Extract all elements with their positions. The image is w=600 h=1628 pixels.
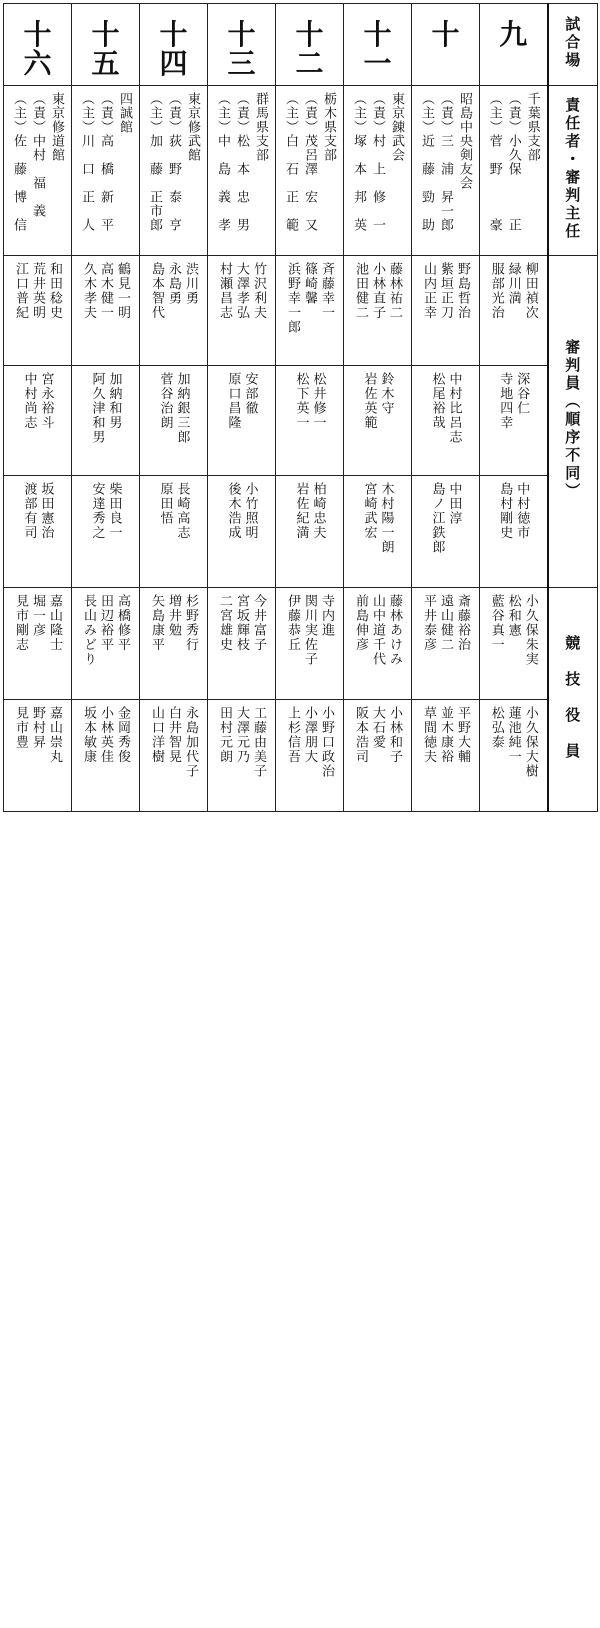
person-name: 寺地四幸 xyxy=(497,372,513,430)
row-off-a xyxy=(4,588,598,700)
name-block xyxy=(420,262,471,361)
cell-ref-c xyxy=(140,476,208,588)
person-name: 島本智代 xyxy=(149,262,164,320)
person-name: （主）中 島 義 孝 xyxy=(215,92,230,232)
name-block xyxy=(89,482,123,583)
person-name: 平井泰彦 xyxy=(421,594,436,652)
person-name: 山中道千代 xyxy=(370,594,385,667)
cell-ref-b xyxy=(208,366,276,476)
person-name: 竹沢利夫 xyxy=(251,262,266,320)
person-name: 小林和子 xyxy=(387,706,402,764)
name-block xyxy=(429,482,463,583)
cell-off-a xyxy=(72,588,140,700)
chief-block xyxy=(213,92,270,251)
chief-block xyxy=(145,92,202,251)
cell-ref-b xyxy=(344,366,412,476)
person-name: （主）佐 藤 博 信 xyxy=(11,92,26,232)
chief-block xyxy=(417,92,474,251)
cell-ref-b xyxy=(72,366,140,476)
person-name: 渋川勇 xyxy=(183,262,198,306)
cell-off-b xyxy=(72,700,140,812)
row-chief xyxy=(4,86,598,256)
person-name: 金岡秀俊 xyxy=(115,706,130,764)
cell-off-b xyxy=(412,700,480,812)
cell-chief xyxy=(344,86,412,256)
person-name: 二宮雄史 xyxy=(217,594,232,652)
person-name: 加納和男 xyxy=(106,372,122,430)
person-name: 嘉山隆士 xyxy=(47,594,62,652)
cell-ref-c xyxy=(208,476,276,588)
row-venue xyxy=(4,4,598,86)
person-name: 高木健一 xyxy=(98,262,113,320)
club-name: 群馬県支部 xyxy=(253,92,268,162)
name-block xyxy=(352,262,403,361)
row-ref-c xyxy=(4,476,598,588)
cell-ref-a xyxy=(208,256,276,366)
person-name: 久木孝夫 xyxy=(81,262,96,320)
name-block xyxy=(488,706,539,807)
person-name: 鶴見一明 xyxy=(115,262,130,320)
name-block xyxy=(148,706,199,807)
row-ref-a xyxy=(4,256,598,366)
cell-off-a xyxy=(208,588,276,700)
name-block xyxy=(225,482,259,583)
person-name: 工藤由美子 xyxy=(251,706,266,779)
name-block xyxy=(293,372,327,471)
person-name: 鈴木守 xyxy=(378,372,394,416)
club-name: 栃木県支部 xyxy=(321,92,336,162)
name-block xyxy=(21,482,55,583)
name-block xyxy=(361,482,395,583)
person-name: （主）菅 野 豪 xyxy=(486,92,502,232)
person-name: 岩佐英範 xyxy=(361,372,377,430)
name-block xyxy=(80,706,131,807)
name-block xyxy=(12,706,63,807)
cell-ref-c xyxy=(72,476,140,588)
person-name: 前島伸彦 xyxy=(353,594,368,652)
person-name: 宮崎武宏 xyxy=(361,482,377,540)
cell-off-a xyxy=(480,588,548,700)
person-name: 江口普紀 xyxy=(13,262,28,320)
cell-off-b xyxy=(480,700,548,812)
person-name: 深谷仁 xyxy=(514,372,530,416)
person-name: 大澤孝弘 xyxy=(234,262,249,320)
cell-ref-a xyxy=(4,256,72,366)
name-block xyxy=(496,482,530,583)
name-block xyxy=(216,262,267,361)
name-block xyxy=(352,594,403,695)
person-name: 小久保大樹 xyxy=(522,706,538,779)
person-name: 長山みどり xyxy=(81,594,96,667)
name-block xyxy=(12,594,63,695)
court-number: 一 xyxy=(363,47,392,81)
name-block xyxy=(80,262,131,361)
name-block xyxy=(225,372,259,471)
row-off-b xyxy=(4,700,598,812)
court-number: 二 xyxy=(295,47,324,81)
cell-ref-b xyxy=(412,366,480,476)
name-block xyxy=(284,262,335,361)
person-name: 伊藤恭丘 xyxy=(285,594,300,652)
person-name: 松井修一 xyxy=(310,372,326,430)
court-number: 三 xyxy=(227,47,256,81)
cell-venue xyxy=(480,4,548,86)
court-number: 十 xyxy=(227,18,256,51)
cell-ref-c xyxy=(480,476,548,588)
cell-off-a xyxy=(4,588,72,700)
cell-ref-a xyxy=(72,256,140,366)
cell-ref-b xyxy=(140,366,208,476)
row-label-text: 試合場 xyxy=(563,15,582,70)
cell-chief xyxy=(480,86,548,256)
court-number: 六 xyxy=(23,47,52,81)
person-name: 大石愛 xyxy=(370,706,385,750)
person-name: 中村比呂志 xyxy=(446,372,462,445)
cell-off-a xyxy=(412,588,480,700)
person-name: 宮坂輝枝 xyxy=(234,594,249,652)
chief-block xyxy=(349,92,406,251)
person-name: 矢島康平 xyxy=(149,594,164,652)
person-name: （責）村 上 修 一 xyxy=(370,92,385,232)
cell-off-a xyxy=(276,588,344,700)
person-name: 篠崎馨 xyxy=(302,262,317,306)
cell-ref-c xyxy=(4,476,72,588)
person-name: 松弘泰 xyxy=(488,706,504,750)
cell-ref-c xyxy=(344,476,412,588)
cell-venue xyxy=(72,4,140,86)
person-name: 山口洋樹 xyxy=(149,706,164,764)
row-label-referees xyxy=(548,256,598,588)
person-name: 小林英佳 xyxy=(98,706,113,764)
cell-ref-a xyxy=(140,256,208,366)
club-name: 四誠館 xyxy=(117,92,132,134)
chief-block xyxy=(281,92,338,251)
person-name: （責）中村 福 義 xyxy=(30,92,45,218)
person-name: 柳田禎次 xyxy=(522,262,538,320)
person-name: 中村尚志 xyxy=(21,372,37,430)
cell-ref-a xyxy=(412,256,480,366)
person-name: 荒井英明 xyxy=(30,262,45,320)
name-block xyxy=(361,372,395,471)
name-block xyxy=(216,706,267,807)
chief-block xyxy=(9,92,66,251)
row-label-chief xyxy=(548,86,598,256)
person-name: 永島加代子 xyxy=(183,706,198,779)
person-name: 紫垣正刀 xyxy=(438,262,453,320)
person-name: （責）小久保 正 xyxy=(505,92,521,232)
person-name: 小澤朋大 xyxy=(302,706,317,764)
cell-chief xyxy=(4,86,72,256)
name-block xyxy=(216,594,267,695)
person-name: 阪本浩司 xyxy=(353,706,368,764)
person-name: 渡部有司 xyxy=(21,482,37,540)
name-block xyxy=(89,372,123,471)
person-name: 野村昇 xyxy=(30,706,45,750)
club-name: 昭島中央剣友会 xyxy=(457,92,472,190)
person-name: 蓮池純一 xyxy=(505,706,521,764)
person-name: 山内正幸 xyxy=(421,262,436,320)
person-name: 白井智晃 xyxy=(166,706,181,764)
cell-chief xyxy=(140,86,208,256)
person-name: 寺内進 xyxy=(319,594,334,638)
person-name: 木村陽一朗 xyxy=(378,482,394,555)
person-name: 柏崎忠夫 xyxy=(310,482,326,540)
person-name: 中田淳 xyxy=(446,482,462,526)
cell-venue xyxy=(208,4,276,86)
person-name: 中村徳市 xyxy=(514,482,530,540)
name-block xyxy=(420,594,471,695)
person-name: 和田稔史 xyxy=(47,262,62,320)
person-name: 草間徳夫 xyxy=(421,706,436,764)
cell-ref-a xyxy=(480,256,548,366)
name-block xyxy=(21,372,55,471)
cell-chief xyxy=(412,86,480,256)
name-block xyxy=(80,594,131,695)
name-block xyxy=(148,262,199,361)
name-block xyxy=(293,482,327,583)
person-name: 田辺裕平 xyxy=(98,594,113,652)
cell-ref-c xyxy=(412,476,480,588)
cell-ref-c xyxy=(276,476,344,588)
name-block xyxy=(12,262,63,361)
person-name: （主）加 藤 正市郎 xyxy=(147,92,162,232)
person-name: 増井勉 xyxy=(166,594,181,638)
person-name: 田村元朗 xyxy=(217,706,232,764)
person-name: 嘉山崇丸 xyxy=(47,706,62,764)
name-block xyxy=(496,372,530,471)
name-block xyxy=(284,594,335,695)
person-name: 高橋修平 xyxy=(115,594,130,652)
person-name: 藤林あけみ xyxy=(387,594,402,667)
person-name: 坂田憲治 xyxy=(38,482,54,540)
person-name: 平野大輔 xyxy=(455,706,470,764)
assignment-grid xyxy=(3,3,598,812)
person-name: 野島哲治 xyxy=(455,262,470,320)
person-name: （責）高 橋 新 平 xyxy=(98,92,113,232)
name-block xyxy=(488,594,539,695)
person-name: 長崎高志 xyxy=(174,482,190,540)
person-name: 島ノ江鉄郎 xyxy=(429,482,445,555)
name-block xyxy=(488,262,539,361)
cell-ref-a xyxy=(276,256,344,366)
person-name: 柴田良一 xyxy=(106,482,122,540)
chief-block xyxy=(485,92,542,251)
person-name: 村瀬昌志 xyxy=(217,262,232,320)
court-number: 十 xyxy=(295,18,324,51)
person-name: 小竹照明 xyxy=(242,482,258,540)
court-number: 九 xyxy=(499,18,528,51)
person-name: 藍谷真一 xyxy=(488,594,504,652)
cell-off-b xyxy=(276,700,344,812)
row-label-text: 競 技 役 員 xyxy=(563,634,582,761)
person-name: 遠山健二 xyxy=(438,594,453,652)
person-name: 後木浩成 xyxy=(225,482,241,540)
cell-chief xyxy=(208,86,276,256)
cell-off-b xyxy=(4,700,72,812)
person-name: 原田悟 xyxy=(157,482,173,526)
court-number: 十 xyxy=(91,18,120,51)
club-name: 東京修武館 xyxy=(185,92,200,162)
person-name: 服部光治 xyxy=(488,262,504,320)
person-name: 島村剛史 xyxy=(497,482,513,540)
person-name: 宮永裕斗 xyxy=(38,372,54,430)
club-name: 東京錬武会 xyxy=(389,92,404,162)
name-block xyxy=(148,594,199,695)
cell-chief xyxy=(276,86,344,256)
row-label-officials xyxy=(548,588,598,812)
person-name: （責）茂呂澤 宏 又 xyxy=(302,92,317,232)
person-name: 大澤元乃 xyxy=(234,706,249,764)
person-name: 上杉信吾 xyxy=(285,706,300,764)
person-name: （主）近 藤 勁 助 xyxy=(419,92,434,232)
cell-ref-b xyxy=(4,366,72,476)
chief-block xyxy=(77,92,134,251)
person-name: 小久保朱実 xyxy=(522,594,538,667)
person-name: 斉藤幸一 xyxy=(319,262,334,320)
person-name: 岩佐紀満 xyxy=(293,482,309,540)
person-name: 小林直子 xyxy=(370,262,385,320)
club-name: 東京修道館 xyxy=(49,92,64,162)
name-block xyxy=(284,706,335,807)
person-name: 斎藤裕治 xyxy=(455,594,470,652)
person-name: 加納銀三郎 xyxy=(174,372,190,445)
person-name: 見市豊 xyxy=(13,706,28,750)
person-name: （主）川 口 正 人 xyxy=(79,92,94,232)
cell-off-a xyxy=(344,588,412,700)
person-name: （責）荻 野 泰 亨 xyxy=(166,92,181,232)
court-number: 十 xyxy=(431,18,460,51)
cell-chief xyxy=(72,86,140,256)
person-name: 小野口政治 xyxy=(319,706,334,779)
person-name: 菅谷治朗 xyxy=(157,372,173,430)
name-block xyxy=(157,372,191,471)
person-name: 安部徹 xyxy=(242,372,258,416)
cell-ref-a xyxy=(344,256,412,366)
person-name: 関川実佐子 xyxy=(302,594,317,667)
person-name: （責）三 浦 昇一郎 xyxy=(438,92,453,232)
cell-venue xyxy=(4,4,72,86)
court-number: 四 xyxy=(159,47,188,81)
person-name: （主）白 石 正 範 xyxy=(283,92,298,232)
cell-venue xyxy=(344,4,412,86)
person-name: 池田健二 xyxy=(353,262,368,320)
person-name: 杉野秀行 xyxy=(183,594,198,652)
person-name: 今井富子 xyxy=(251,594,266,652)
name-block xyxy=(420,706,471,807)
cell-off-b xyxy=(208,700,276,812)
court-number: 十 xyxy=(363,18,392,51)
cell-off-b xyxy=(344,700,412,812)
person-name: 並木康裕 xyxy=(438,706,453,764)
cell-venue xyxy=(140,4,208,86)
cell-off-a xyxy=(140,588,208,700)
name-block xyxy=(352,706,403,807)
person-name: 原口昌隆 xyxy=(225,372,241,430)
person-name: 坂本敏康 xyxy=(81,706,96,764)
person-name: 松尾裕哉 xyxy=(429,372,445,430)
row-label-text: 責任者・審判主任 xyxy=(563,96,582,241)
row-ref-b xyxy=(4,366,598,476)
person-name: 緑川満 xyxy=(505,262,521,306)
row-label-text: 審判員（順序不同） xyxy=(563,338,582,501)
person-name: 堀一彦 xyxy=(30,594,45,638)
cell-ref-b xyxy=(276,366,344,476)
row-label-venue xyxy=(548,4,598,86)
club-name: 千葉県支部 xyxy=(524,92,540,162)
person-name: 永島勇 xyxy=(166,262,181,306)
person-name: 松下英一 xyxy=(293,372,309,430)
person-name: 浜野幸一郎 xyxy=(285,262,300,335)
person-name: （責）松 本 忠 男 xyxy=(234,92,249,232)
person-name: 見市剛志 xyxy=(13,594,28,652)
court-number: 十 xyxy=(23,18,52,51)
cell-venue xyxy=(276,4,344,86)
person-name: （主）塚 本 邦 英 xyxy=(351,92,366,232)
person-name: 藤林祐二 xyxy=(387,262,402,320)
person-name: 安達秀之 xyxy=(89,482,105,540)
person-name: 阿久津和男 xyxy=(89,372,105,445)
cell-ref-b xyxy=(480,366,548,476)
cell-venue xyxy=(412,4,480,86)
cell-off-b xyxy=(140,700,208,812)
court-number: 十 xyxy=(159,18,188,51)
court-number: 五 xyxy=(91,47,120,81)
person-name: 松和憲 xyxy=(505,594,521,638)
name-block xyxy=(429,372,463,471)
name-block xyxy=(157,482,191,583)
